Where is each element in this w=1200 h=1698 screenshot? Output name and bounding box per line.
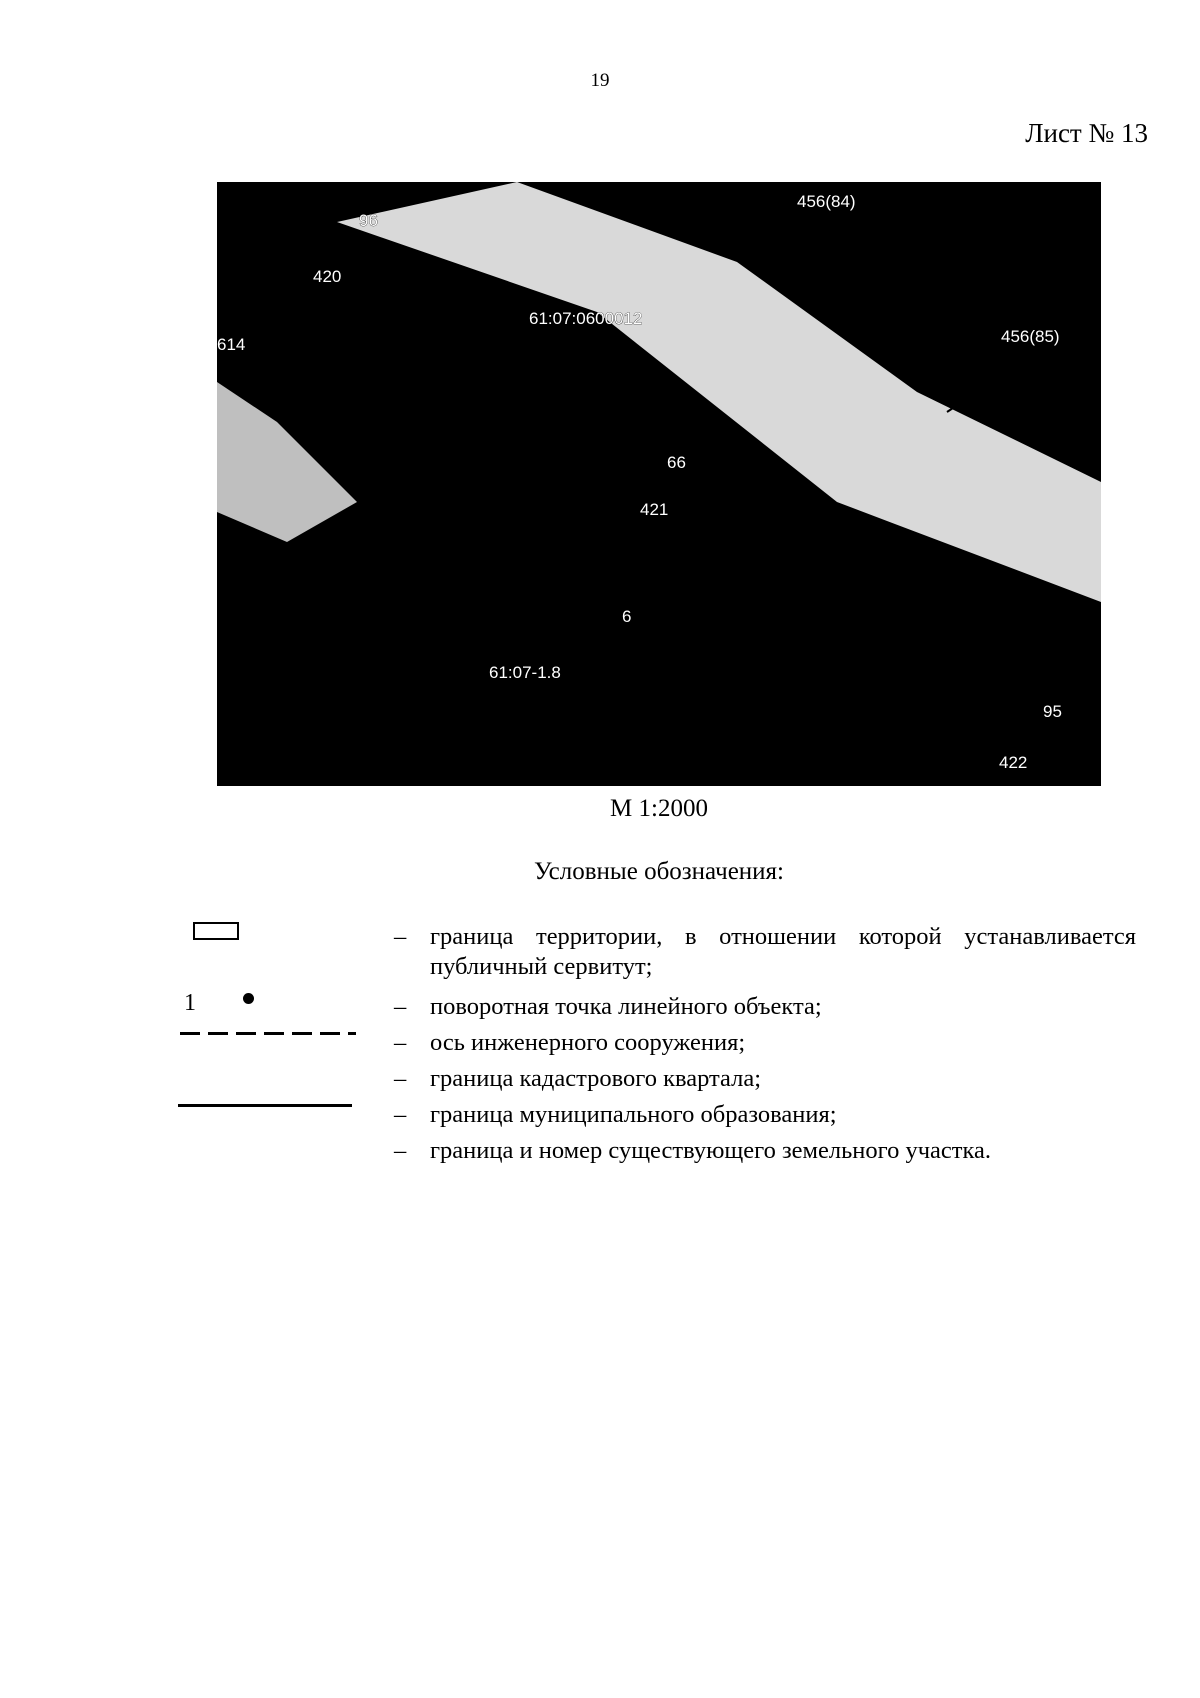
map-label-421: 421 [640,500,669,519]
map-label-614: 614 [217,335,246,354]
map-label-point-95: 95 [1043,702,1062,721]
map-canvas [217,182,1101,786]
legend-item [394,1136,1136,1166]
map-scale: М 1:2000 [610,795,708,822]
map-label-456-84: 456(84) [797,192,856,211]
legend-item [394,1028,1136,1058]
legend-dash: – [394,923,407,950]
legend-item-text: граница территории, в отношении которой устанавливается публичный сервитут; [430,923,1136,980]
legend-item [394,1064,1136,1094]
legend-item [394,922,1136,982]
legend-point-dot-icon [243,993,254,1004]
legend-rectangle-icon [193,922,239,940]
legend-item-text: граница кадастрового квартала; [430,1065,762,1092]
legend-item-text: граница и номер существующего земельного участка. [430,1137,992,1164]
legend-dash: – [394,1029,407,1056]
map-label-422: 422 [999,753,1028,772]
legend-item-text: поворотная точка линейного объекта; [430,993,822,1020]
map-label-point-96: 96 [359,211,378,230]
legend-dash: – [394,1065,407,1092]
page-number: 19 [590,70,610,91]
map-label-point-420: 420 [313,267,342,286]
legend-dash: – [394,1101,407,1128]
map-label-61-07: 61:07-1.8 [489,663,561,682]
legend-item-text: ось инженерного сооружения; [430,1029,746,1056]
legend-dash: – [394,993,407,1020]
map-label-456-85: 456(85) [1001,327,1060,346]
legend-title: Условные обозначения: [533,858,785,885]
legend-solid-line-icon [178,1104,352,1107]
legend-dashed-line-icon [180,1032,356,1035]
legend-point-number: 1 [184,990,196,1016]
sheet-label: Лист № 13 [1025,118,1148,148]
legend-dash: – [394,1137,407,1164]
legend-item [394,992,1136,1022]
cadastral-map [217,182,1101,786]
legend-item [394,1100,1136,1130]
legend-item-text: граница муниципального образования; [430,1101,837,1128]
map-label-point-66: 66 [667,453,686,472]
map-label-block: 61:07:0600012 [529,309,643,328]
map-label-point-6: 6 [622,607,632,626]
